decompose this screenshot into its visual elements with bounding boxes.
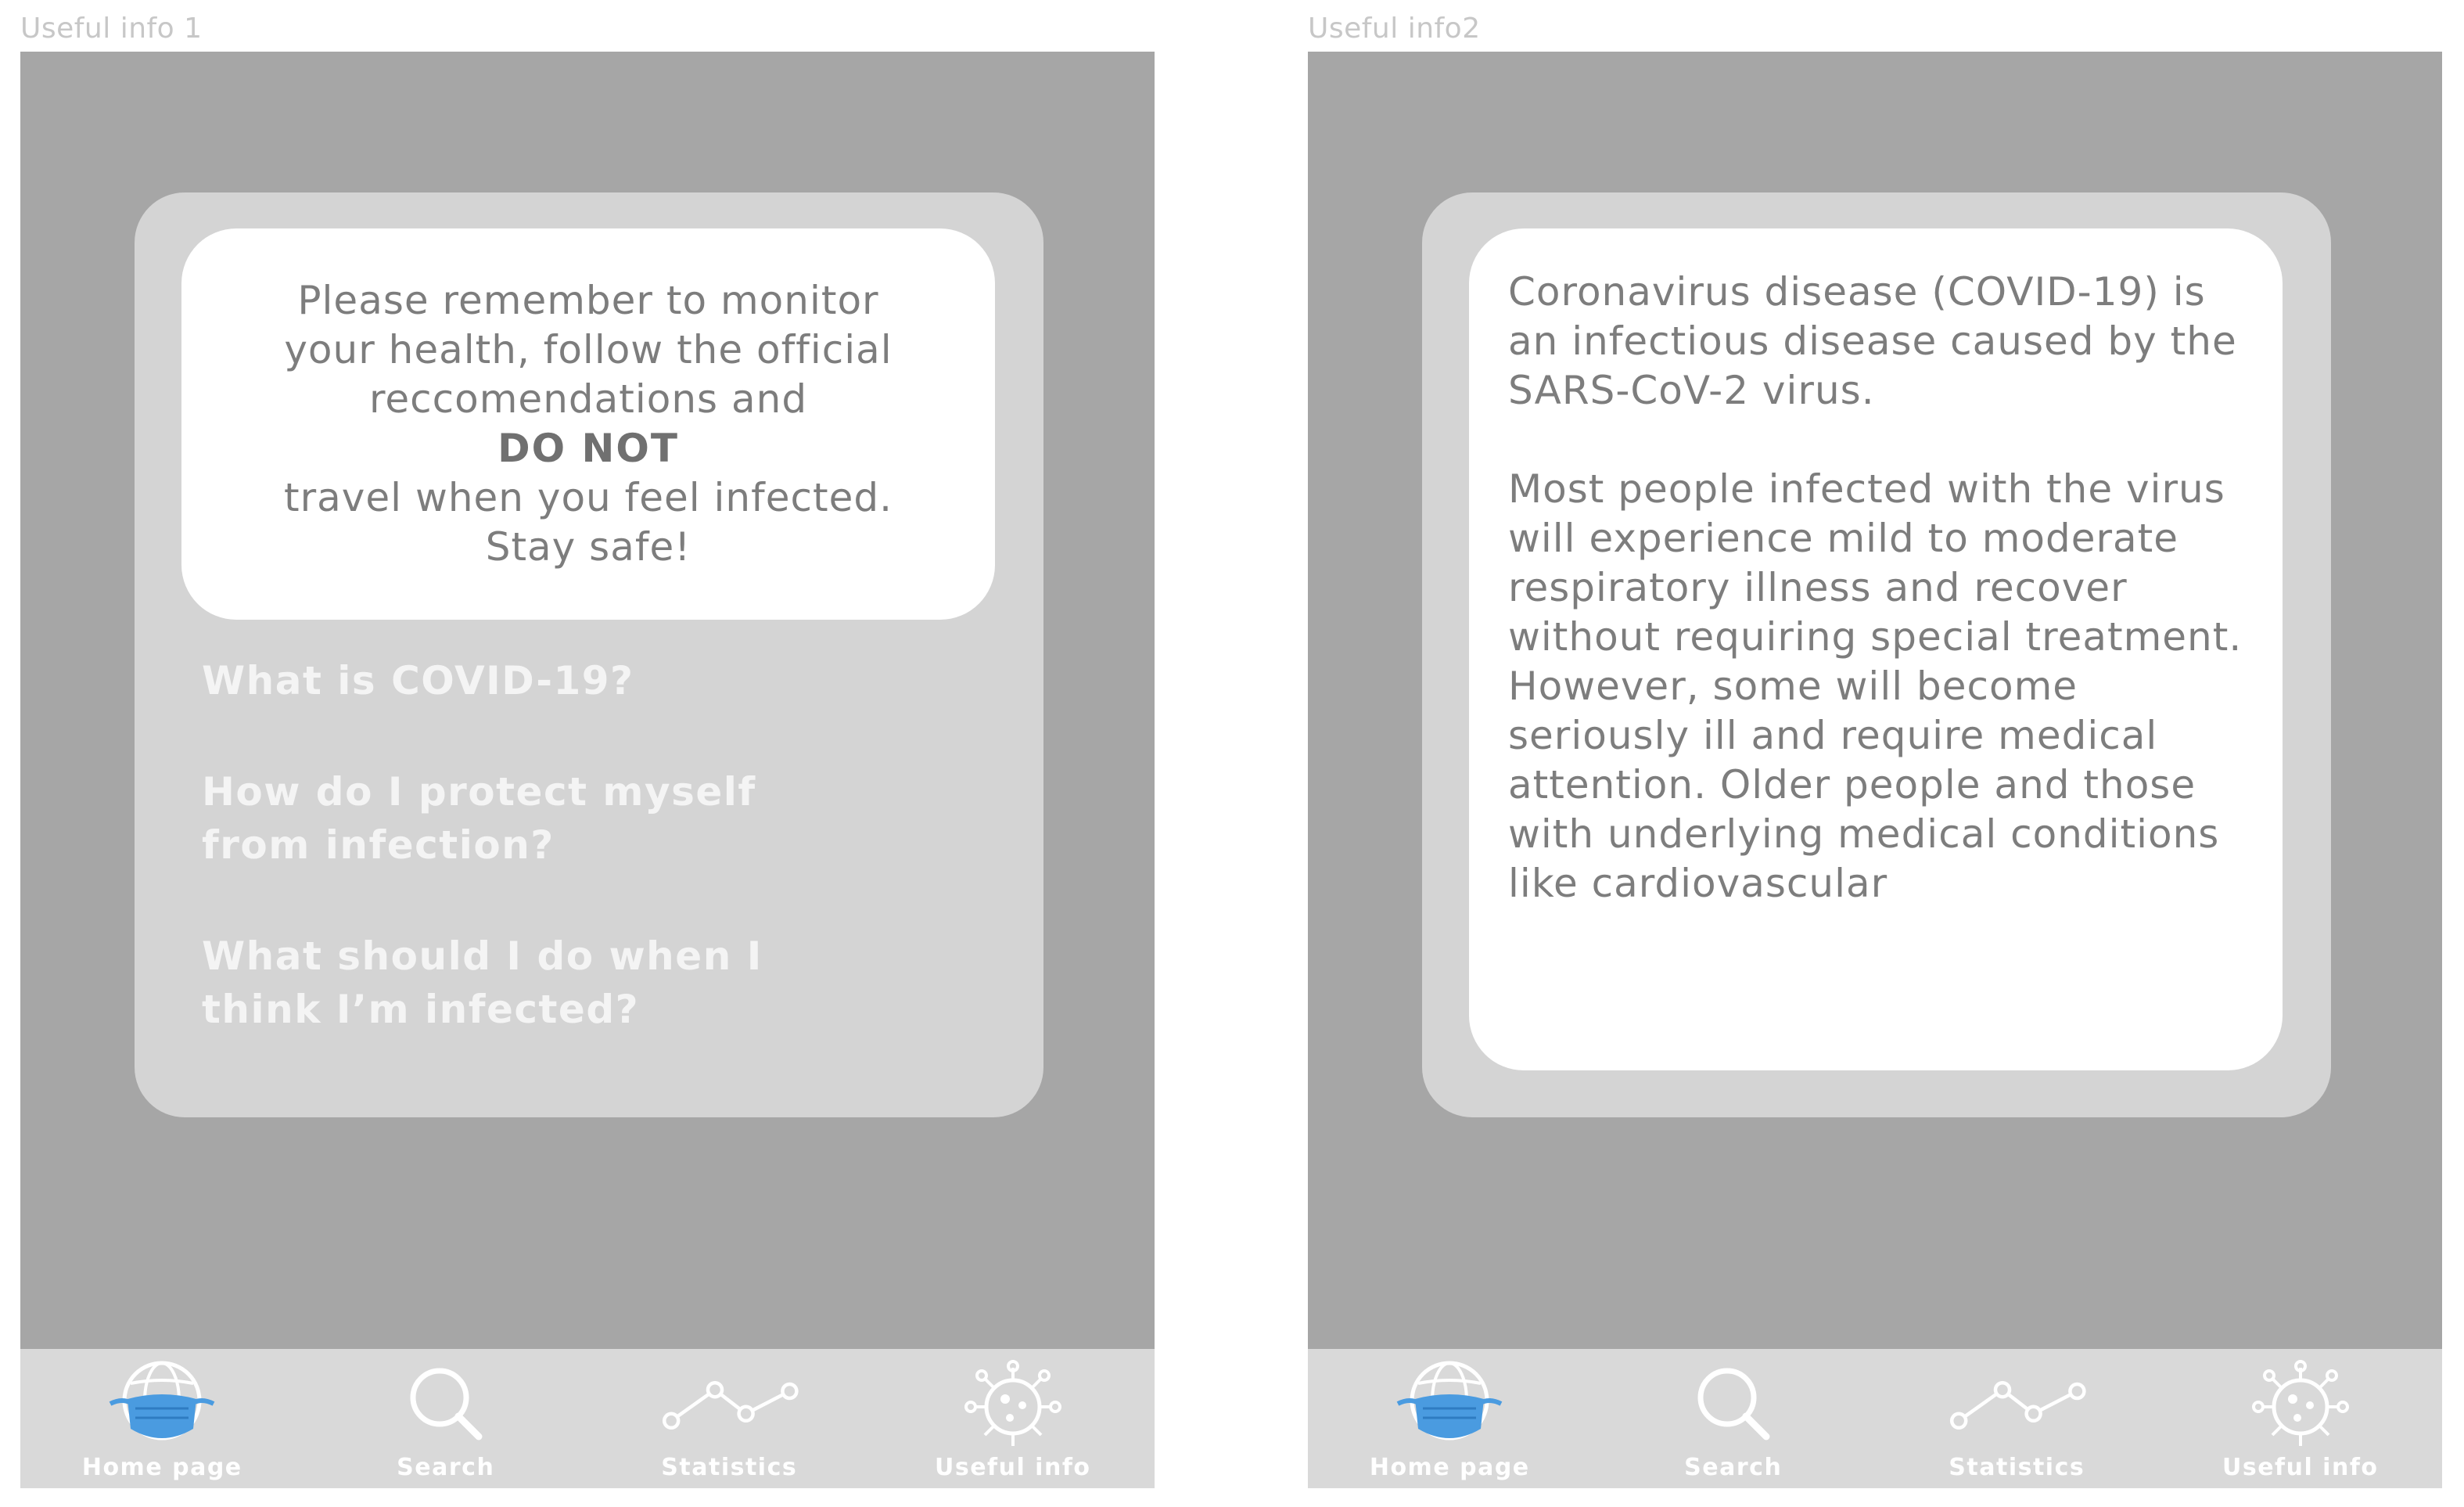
search-icon xyxy=(1663,1360,1804,1451)
nav-search[interactable] xyxy=(1592,1349,1876,1488)
info-card xyxy=(135,192,1043,1117)
faq-text: think I’m infected? xyxy=(202,987,640,1032)
nav-statistics[interactable] xyxy=(1875,1349,2159,1488)
nav-label: Home page xyxy=(1369,1454,1530,1481)
faq-text: from infection? xyxy=(202,822,555,868)
nav-label: Search xyxy=(397,1454,495,1481)
notice-line: Please remember to monitor xyxy=(297,278,879,323)
globe-mask-icon xyxy=(92,1360,232,1451)
screen-1-label: Useful info 1 xyxy=(20,13,203,45)
notice-emphasis: DO NOT xyxy=(497,426,679,471)
info-card xyxy=(1422,192,2331,1117)
nav-useful-info[interactable] xyxy=(2159,1349,2443,1488)
faq-what-is-covid[interactable] xyxy=(202,654,984,707)
faq-text: What is COVID-19? xyxy=(202,658,634,703)
bottom-nav xyxy=(1308,1349,2442,1488)
nav-home-page[interactable] xyxy=(1308,1349,1592,1488)
search-icon xyxy=(375,1360,516,1451)
faq-list xyxy=(202,654,984,1094)
bottom-nav xyxy=(20,1349,1155,1488)
virus-icon xyxy=(2230,1360,2371,1451)
notice-line: reccomendations and xyxy=(368,376,808,422)
faq-when-infected[interactable] xyxy=(202,930,984,1036)
faq-protect-myself[interactable] xyxy=(202,765,984,872)
article-paragraph: Coronavirus disease (COVID-19) is an infectious disease caused by the SARS-CoV-2 virus. xyxy=(1508,269,2237,413)
article-paragraph: Most people infected with the virus will experience mild to moderate respiratory illness and recover without requiring special treatment. However, some will become seriously ill and require medical attention. Older people and those with underlying medical conditions like cardiovascular xyxy=(1508,466,2243,906)
globe-mask-icon xyxy=(1379,1360,1520,1451)
nav-label: Statistics xyxy=(661,1454,798,1481)
notice-line: Stay safe! xyxy=(485,524,691,570)
faq-text: How do I protect myself xyxy=(202,769,756,815)
nav-label: Home page xyxy=(81,1454,242,1481)
covid-article[interactable] xyxy=(1469,228,2283,1070)
notice-line: your health, follow the official xyxy=(284,327,893,372)
nav-label: Statistics xyxy=(1949,1454,2085,1481)
nav-search[interactable] xyxy=(304,1349,588,1488)
nav-label: Useful info xyxy=(934,1454,1091,1481)
line-chart-icon xyxy=(659,1360,799,1451)
nav-home-page[interactable] xyxy=(20,1349,304,1488)
nav-label: Useful info xyxy=(2222,1454,2379,1481)
notice-line: travel when you feel infected. xyxy=(284,475,893,520)
useful-info-2-screen xyxy=(1308,52,2442,1488)
nav-statistics[interactable] xyxy=(587,1349,871,1488)
nav-label: Search xyxy=(1684,1454,1783,1481)
health-notice xyxy=(181,228,995,620)
faq-text: What should I do when I xyxy=(202,933,763,979)
screen-2-label: Useful info2 xyxy=(1308,13,1481,45)
nav-useful-info[interactable] xyxy=(871,1349,1155,1488)
line-chart-icon xyxy=(1946,1360,2087,1451)
virus-icon xyxy=(943,1360,1083,1451)
useful-info-1-screen xyxy=(20,52,1155,1488)
